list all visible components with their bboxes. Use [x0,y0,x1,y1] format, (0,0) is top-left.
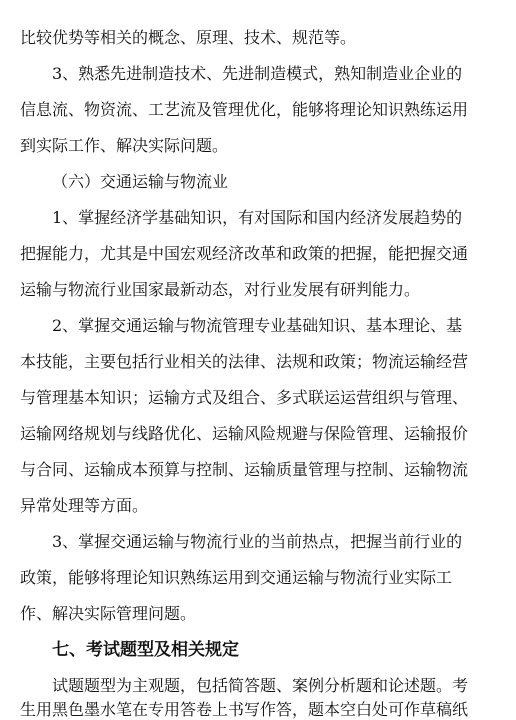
text-line: 政策，能够将理论知识熟练运用到交通运输与物流行业实际工 [20,568,453,587]
text-line: 与管理基本知识；运输方式及组合、多式联运运营组织与管理、 [20,388,469,407]
section-heading: （六）交通运输与物流业 [52,172,229,191]
text-line: 生用黑色墨水笔在专用答卷上书写作答，题本空白处可作草稿纸 [20,700,469,719]
text-line: 试题题型为主观题，包括简答题、案例分析题和论述题。考 [52,676,469,695]
text-line: 3、熟悉先进制造技术、先进制造模式，熟知制造业企业的 [52,64,463,83]
text-line: 把握能力，尤其是中国宏观经济改革和政策的把握，能把握交通 [20,244,469,263]
text-line: 异常处理等方面。 [20,496,149,515]
text-line: 1、掌握经济学基础知识，有对国际和国内经济发展趋势的 [52,208,463,227]
text-line: 信息流、物资流、工艺流及管理优化，能够将理论知识熟练运用 [20,100,469,119]
text-line: 运输网络规划与线路优化、运输风险规避与保险管理、运输报价 [20,424,469,443]
chapter-heading: 七、考试题型及相关规定 [52,640,239,660]
text-line: 作、解决实际管理问题。 [20,604,197,623]
text-line: 到实际工作、解决实际问题。 [20,136,229,155]
text-line: 3、掌握交通运输与物流行业的当前热点，把握当前行业的 [52,532,463,551]
text-line: 运输与物流行业国家最新动态，对行业发展有研判能力。 [20,280,421,299]
text-line: 与合同、运输成本预算与控制、运输质量管理与控制、运输物流 [20,460,469,479]
text-line: 比较优势等相关的概念、原理、技术、规范等。 [20,28,357,47]
text-line: 本技能，主要包括行业相关的法律、法规和政策；物流运输经营 [20,352,469,371]
text-line: 2、掌握交通运输与物流管理专业基础知识、基本理论、基 [52,316,463,335]
